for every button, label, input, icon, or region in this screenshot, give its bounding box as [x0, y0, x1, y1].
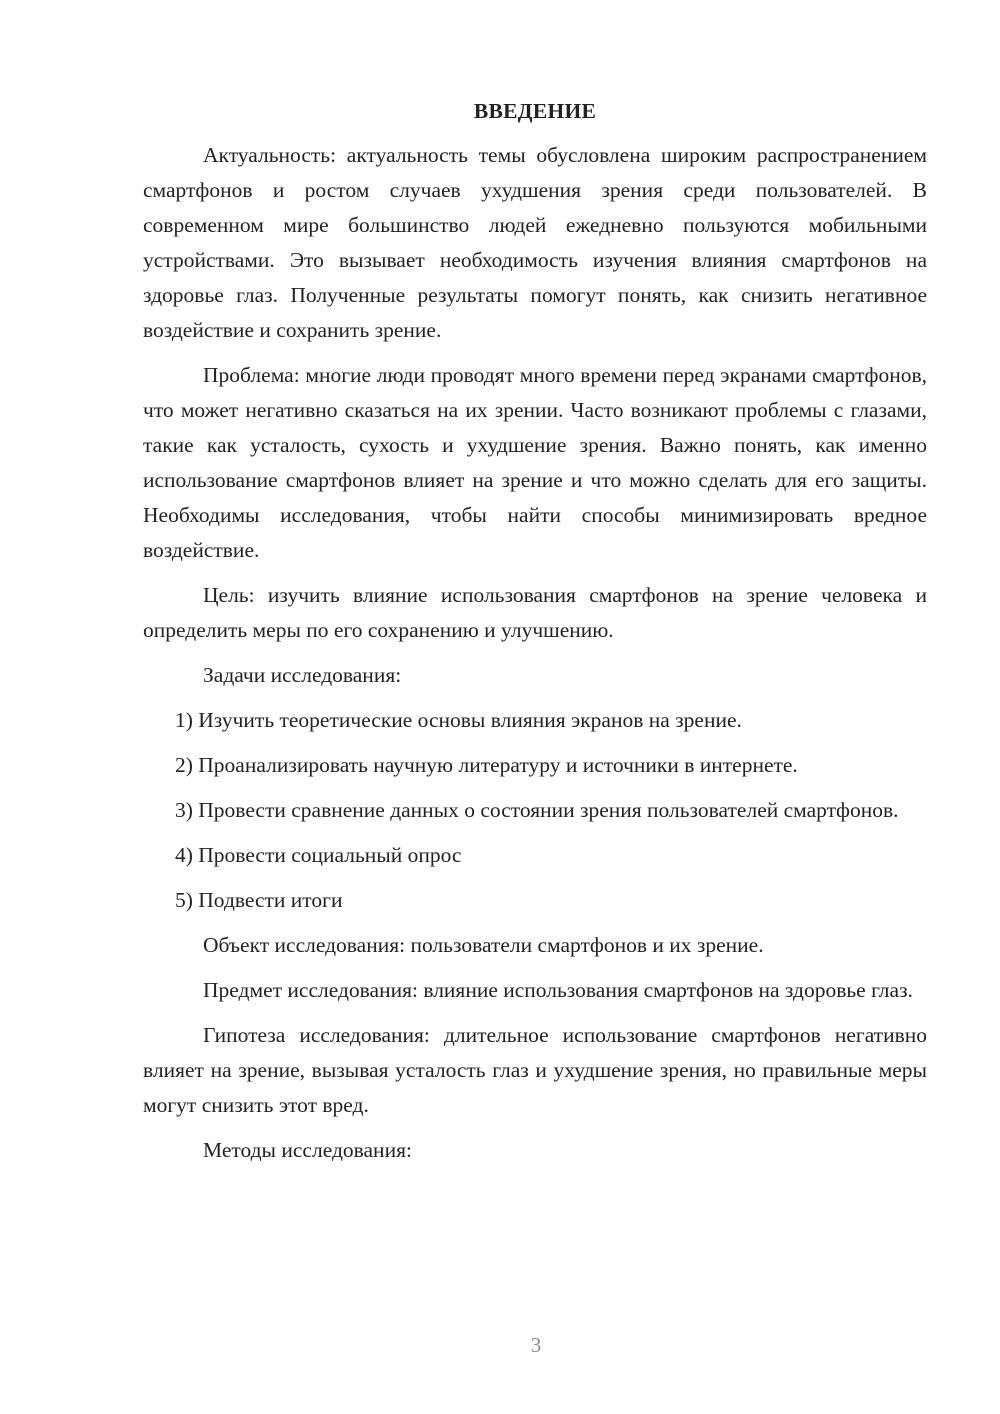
- page-number: 3: [530, 1333, 542, 1357]
- methods-heading: Методы исследования:: [203, 1138, 412, 1162]
- paragraph-object: Объект исследования: пользователи смартфонов и их зрение.: [203, 933, 764, 957]
- list-item: 5) Подвести итоги: [175, 888, 343, 912]
- paragraph-hypothesis: Гипотеза исследования: длительное использование смартфонов негативно влияет на зрение, вызывая усталость глаз и ухудшение зрения, но правильные меры могут снизить этот вред.: [143, 1023, 927, 1117]
- list-item: 3) Провести сравнение данных о состоянии зрения пользователей смартфонов.: [175, 798, 899, 822]
- tasks-list: [143, 703, 927, 918]
- list-item: 1) Изучить теоретические основы влияния экранов на зрение.: [175, 708, 742, 732]
- page-content: [143, 94, 927, 1178]
- paragraph-relevance: Актуальность: актуальность темы обусловлена широким распространением смартфонов и ростом случаев ухудшения зрения среди пользователей. В современном мире большинство людей ежедневно пользуются мобильными устройствами. Это вызывает необходимость изучения влияния смартфонов на здоровье глаз. Полученные результаты помогут понять, как снизить негативное воздействие и сохранить зрение.: [143, 143, 927, 342]
- list-item: 2) Проанализировать научную литературу и источники в интернете.: [175, 753, 798, 777]
- paragraph-problem: Проблема: многие люди проводят много времени перед экранами смартфонов, что может негативно сказаться на их зрении. Часто возникают проблемы с глазами, такие как усталость, сухость и ухудшение зрения. Важно понять, как именно использование смартфонов влияет на зрение и что можно сделать для его защиты. Необходимы исследования, чтобы найти способы минимизировать вредное воздействие.: [143, 363, 927, 562]
- tasks-heading: Задачи исследования:: [203, 663, 402, 687]
- section-title: ВВЕДЕНИЕ: [473, 99, 597, 123]
- paragraph-goal: Цель: изучить влияние использования смартфонов на зрение человека и определить меры по его сохранению и улучшению.: [143, 583, 927, 642]
- list-item: 4) Провести социальный опрос: [175, 843, 462, 867]
- paragraph-subject: Предмет исследования: влияние использования смартфонов на здоровье глаз.: [203, 978, 913, 1002]
